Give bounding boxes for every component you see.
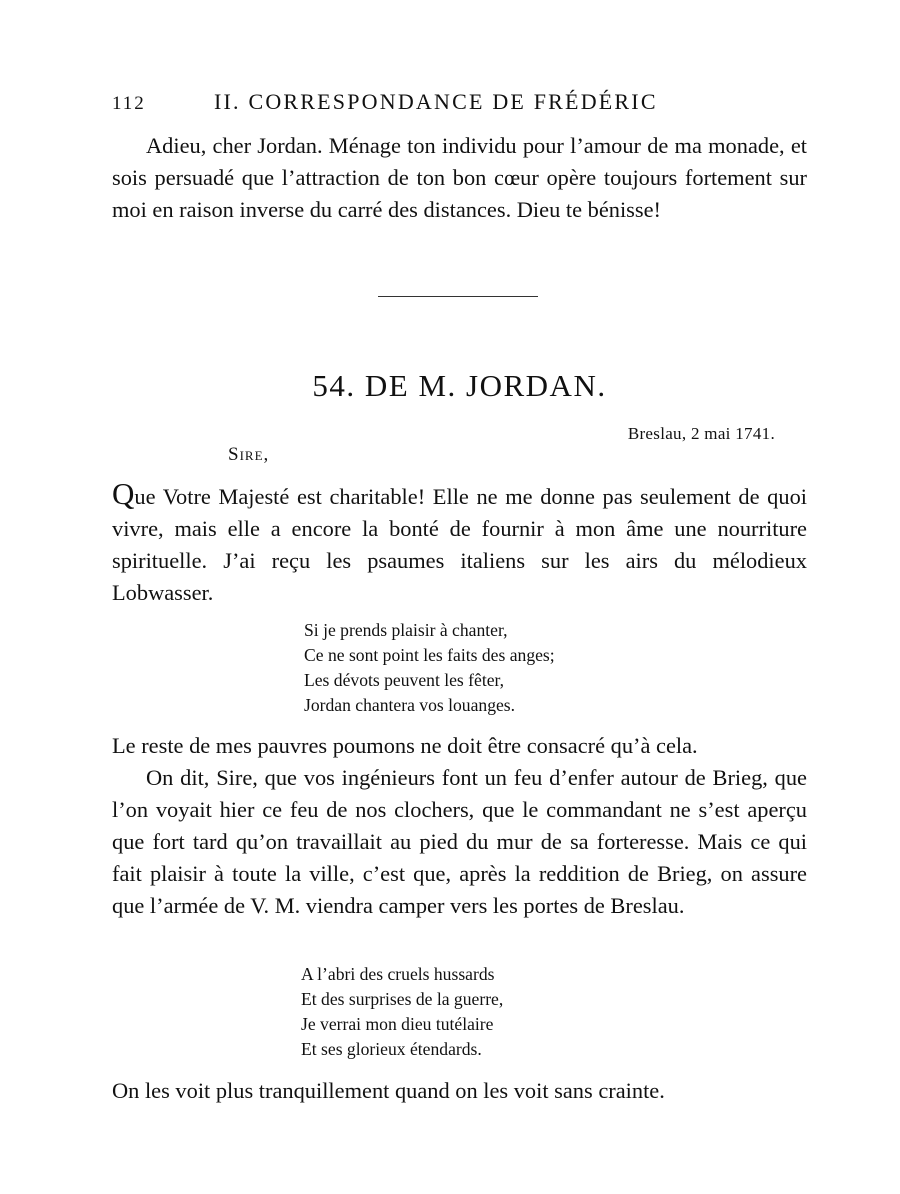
verse-line: Les dévots peuvent les fêter, xyxy=(304,670,505,690)
page-number: 112 xyxy=(112,93,146,114)
verse-line: A l’abri des cruels hussards xyxy=(301,964,495,984)
opening-text: ue Votre Majesté est charitable! Elle ne me donne pas seulement de quoi vivre, mais elle a encore la bonté de fournir à mon âme une nourriture spirituelle. J’ai reçu les psaumes italiens sur les airs du mélodieux Lobwasser. xyxy=(112,484,807,605)
verse-line: Et ses glorieux étendards. xyxy=(301,1039,482,1059)
place-date: Breslau, 2 mai 1741. xyxy=(627,424,775,443)
paragraph-2: On dit, Sire, que vos ingénieurs font un feu d’enfer autour de Brieg, que l’on voyait hier ce feu de nos clochers, que le commandant ne s’est aperçu que fort tard qu’on travaillait au pied du mur de sa forteresse. Mais ce qui fait plaisir à toute la ville, c’est que, après la reddition de Brieg, on assure que l’armée de V. M. viendra camper vers les portes de Breslau. xyxy=(112,765,807,918)
section-divider xyxy=(378,296,538,297)
opening-paragraph xyxy=(112,478,807,609)
verse-line: Jordan chantera vos louanges. xyxy=(304,695,516,715)
final-line: On les voit plus tranquillement quand on les voit sans crainte. xyxy=(112,1078,665,1103)
verse-2 xyxy=(301,962,503,1062)
letter-title: 54. DE M. JORDAN. xyxy=(312,368,607,403)
running-head xyxy=(112,89,812,119)
salutation: Sire, xyxy=(228,444,270,465)
closing-paragraph: Adieu, cher Jordan. Ménage ton individu pour l’amour de ma monade, et sois persuadé que l’attraction de ton bon cœur opère toujours fortement sur moi en raison inverse du carré des distances. Dieu te bénisse! xyxy=(112,133,807,222)
verse-line: Et des surprises de la guerre, xyxy=(301,989,504,1009)
verse-line: Si je prends plaisir à chanter, xyxy=(304,620,508,640)
final-line-block xyxy=(112,1075,807,1107)
paragraph-2-block xyxy=(112,762,807,922)
opening-paragraph-block xyxy=(112,478,807,609)
verse-line: Je verrai mon dieu tutélaire xyxy=(301,1014,494,1034)
verse-1 xyxy=(304,618,555,718)
after-verse-block xyxy=(112,730,807,762)
drop-cap: Q xyxy=(112,476,135,511)
verse-line: Ce ne sont point les faits des anges; xyxy=(304,645,555,665)
closing-paragraph-block xyxy=(112,130,807,226)
after-verse-line: Le reste de mes pauvres poumons ne doit être consacré qu’à cela. xyxy=(112,733,698,758)
running-title: II. CORRESPONDANCE DE FRÉDÉRIC xyxy=(214,89,658,114)
